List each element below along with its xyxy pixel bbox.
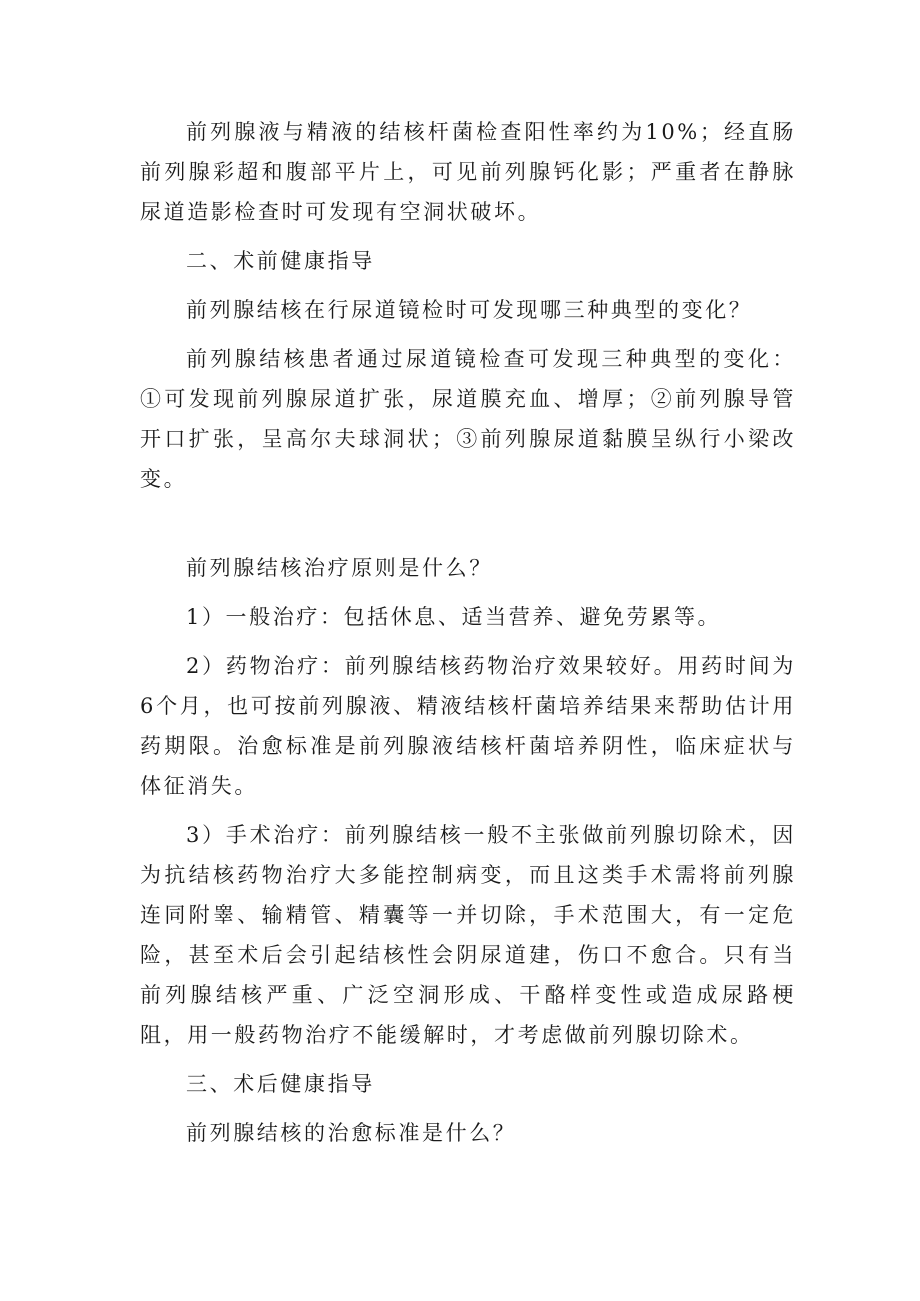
treatment-drug: 2）药物治疗：前列腺结核药物治疗效果较好。用药时间为6个月，也可按前列腺液、精液结核杆菌培养结果来帮助估计用药期限。治愈标准是前列腺液结核杆菌培养阴性，临床症状与体征消失。 [140, 654, 796, 798]
document-body [140, 112, 796, 1153]
paragraph-tb-test-results: 前列腺液与精液的结核杆菌检查阳性率约为10%；经直肠前列腺彩超和腹部平片上，可见前列腺钙化影；严重者在静脉尿道造影检查时可发现有空洞状破坏。 [140, 120, 796, 224]
question-urethroscopy-changes: 前列腺结核在行尿道镜检时可发现哪三种典型的变化？ [186, 298, 753, 322]
treatment-surgery: 3）手术治疗：前列腺结核一般不主张做前列腺切除术，因为抗结核药物治疗大多能控制病变，而且这类手术需将前列腺连同附睾、输精管、精囊等一并切除，手术范围大，有一定危险，甚至术后会引起结核性会阴尿道建，伤口不愈合。只有当前列腺结核严重、广泛空洞形成、干酪样变性或造成尿路梗阻，用一般药物治疗不能缓解时，才考虑做前列腺切除术。 [140, 823, 796, 1047]
section-heading-preoperative-guidance: 二、术前健康指导 [186, 249, 375, 273]
question-treatment-principles: 前列腺结核治疗原则是什么？ [186, 556, 493, 580]
treatment-general: 1）一般治疗：包括休息、适当营养、避免劳累等。 [186, 605, 722, 629]
answer-urethroscopy-changes: 前列腺结核患者通过尿道镜检查可发现三种典型的变化：①可发现前列腺尿道扩张，尿道膜充血、增厚；②前列腺导管开口扩张，呈高尔夫球洞状；③前列腺尿道黏膜呈纵行小梁改变。 [140, 347, 796, 491]
question-cure-criteria: 前列腺结核的治愈标准是什么？ [186, 1121, 517, 1145]
section-heading-postoperative-guidance: 三、术后健康指导 [186, 1072, 375, 1096]
